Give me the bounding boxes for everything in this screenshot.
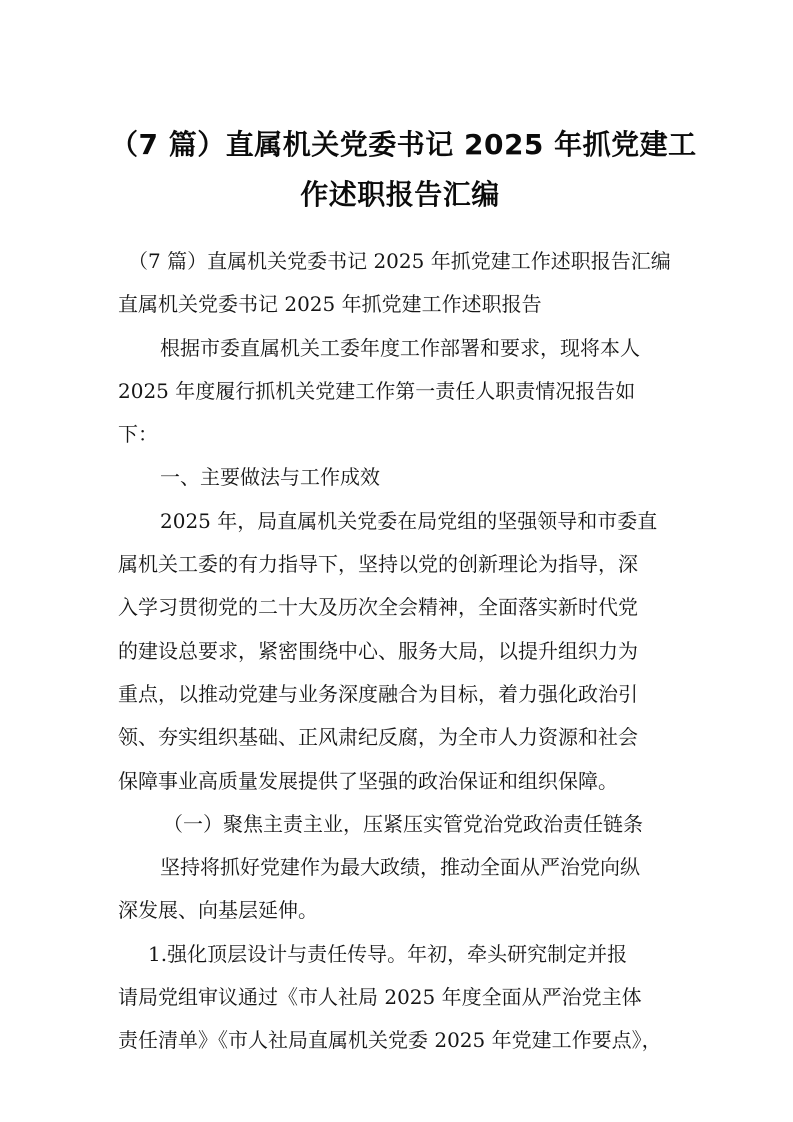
body-line: 下： (118, 422, 158, 447)
document-body (118, 240, 678, 1063)
title-line-1: （7 篇）直属机关党委书记 2025 年抓党建工 (110, 128, 697, 161)
document-title (110, 120, 697, 220)
body-line: 重点，以推动党建与业务深度融合为目标，着力强化政治引 (118, 681, 638, 706)
body-line: 2025 年，局直属机关党委在局党组的坚强领导和市委直 (160, 508, 658, 533)
body-line: 的建设总要求，紧密围绕中心、服务大局，以提升组织力为 (118, 638, 638, 663)
subsection-heading: （一）聚焦主责主业，压紧压实管党治党政治责任链条 (163, 811, 643, 836)
body-line: 坚持将抓好党建作为最大政绩，推动全面从严治党向纵 (160, 855, 640, 880)
body-line: 1.强化顶层设计与责任传导。年初，牵头研究制定并报 (148, 941, 628, 966)
body-line: 深发展、向基层延伸。 (118, 898, 318, 923)
body-line: 根据市委直属机关工委年度工作部署和要求，现将本人 (160, 335, 640, 360)
body-line: 保障事业高质量发展提供了坚强的政治保证和组织保障。 (118, 768, 618, 793)
body-line: 责任清单》《市人社局直属机关党委 2025 年党建工作要点》， (118, 1028, 662, 1053)
body-line: 属机关工委的有力指导下，坚持以党的创新理论为指导，深 (118, 552, 638, 577)
title-line-2: 作述职报告汇编 (300, 178, 500, 211)
body-line: 直属机关党委书记 2025 年抓党建工作述职报告 (118, 292, 542, 317)
body-line: 入学习贯彻党的二十大及历次全会精神，全面落实新时代党 (118, 595, 638, 620)
body-line: 领、夯实组织基础、正风肃纪反腐，为全市人力资源和社会 (118, 725, 638, 750)
body-line: 2025 年度履行抓机关党建工作第一责任人职责情况报告如 (118, 378, 636, 403)
body-line: （7 篇）直属机关党委书记 2025 年抓党建工作述职报告汇编 (128, 249, 671, 273)
body-line: 请局党组审议通过《市人社局 2025 年度全面从严治党主体 (118, 985, 642, 1010)
section-heading: 一、主要做法与工作成效 (160, 465, 380, 490)
